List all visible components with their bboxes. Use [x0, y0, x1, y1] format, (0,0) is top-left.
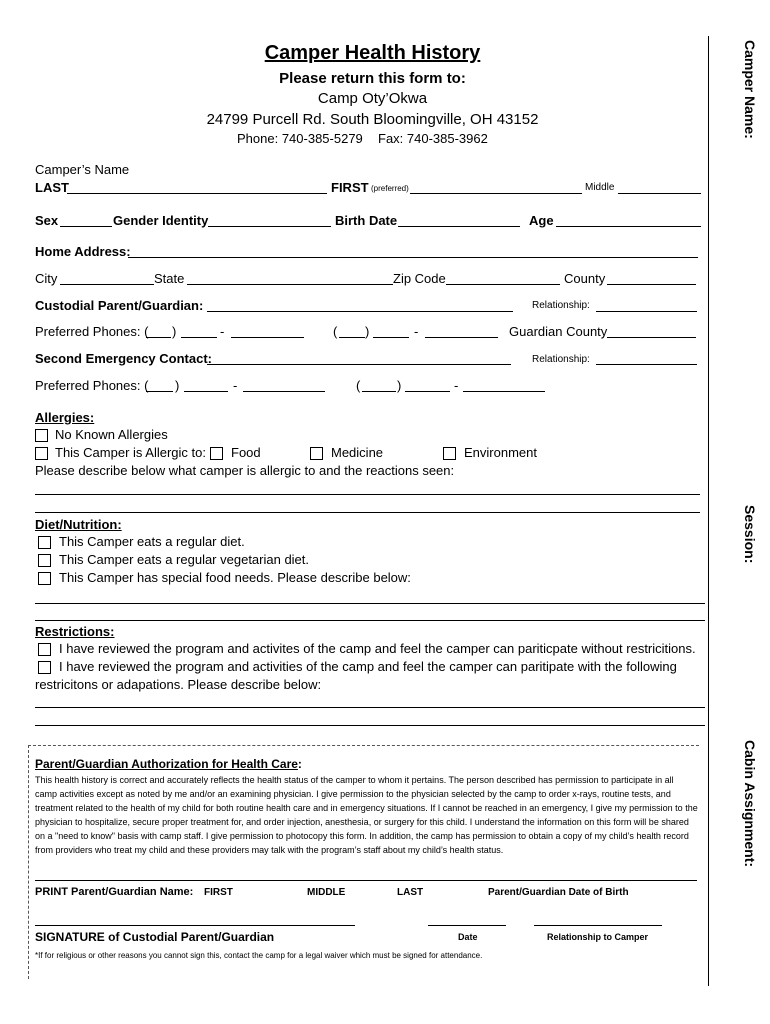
first-name-label: FIRST: [331, 180, 369, 195]
date-line[interactable]: [428, 925, 506, 926]
second-relationship-label: Relationship:: [532, 354, 590, 365]
phone1-area-field[interactable]: [146, 337, 171, 338]
birth-date-field[interactable]: [398, 226, 520, 227]
custodial-relationship-field[interactable]: [596, 311, 697, 312]
relationship-to-camper-label: Relationship to Camper: [547, 932, 649, 942]
phone2-line-field[interactable]: [425, 337, 498, 338]
preferred-phones-2-label: Preferred Phones: (: [35, 378, 149, 393]
return-label: Please return this form to:: [279, 70, 466, 87]
guardian-county-field[interactable]: [607, 337, 696, 338]
no-allergies-checkbox[interactable]: [35, 429, 48, 442]
date-label: Date: [458, 932, 478, 942]
vegetarian-diet-checkbox[interactable]: [38, 554, 51, 567]
allergies-heading: Allergies:: [35, 410, 95, 425]
state-label: State: [154, 271, 185, 286]
city-field[interactable]: [60, 284, 154, 285]
diet-heading: Diet/Nutrition:: [35, 517, 122, 532]
allergic-to-label: This Camper is Allergic to:: [55, 445, 206, 460]
restrictions-line-2[interactable]: [35, 725, 705, 726]
with-restrictions-checkbox[interactable]: [38, 661, 51, 674]
no-allergies-label: No Known Allergies: [55, 427, 168, 442]
form-title: Camper Health History: [264, 42, 481, 64]
restrictions-line-1[interactable]: [35, 707, 705, 708]
phone3-dash: -: [233, 378, 238, 393]
phone4-area-field[interactable]: [362, 391, 396, 392]
county-field[interactable]: [607, 284, 696, 285]
phone2-close-paren: ): [365, 324, 370, 339]
with-restrictions-label: I have reviewed the program and activities of the camp and feel the camper can paritipate with the following: [59, 659, 677, 674]
age-field[interactable]: [556, 226, 701, 227]
diet-line-1[interactable]: [35, 603, 705, 604]
print-first-label: FIRST: [204, 887, 233, 898]
last-name-label: LAST: [35, 180, 69, 195]
gender-identity-field[interactable]: [208, 226, 331, 227]
phone1-dash: -: [220, 324, 225, 339]
phone4-line-field[interactable]: [463, 391, 545, 392]
guardian-dob-label: Parent/Guardian Date of Birth: [488, 887, 629, 898]
regular-diet-checkbox[interactable]: [38, 536, 51, 549]
phone2-area-field[interactable]: [339, 337, 365, 338]
sex-label: Sex: [35, 213, 59, 228]
footnote: *If for religious or other reasons you cannot sign this, contact the camp for a legal waiver which must be signed for attendance.: [35, 951, 483, 960]
camper-name-label: Camper Name:: [742, 40, 758, 139]
camp-phone: Phone: 740-385-5279: [237, 131, 363, 146]
session-label: Session:: [742, 505, 758, 564]
custodial-relationship-label: Relationship:: [532, 300, 590, 311]
middle-name-label: Middle: [585, 182, 615, 193]
with-restrictions-label-2: restricitons or adapations. Please describe below:: [35, 677, 322, 692]
sidebar-divider: [708, 36, 709, 986]
preferred-note: (preferred): [371, 184, 409, 193]
allergies-line-1[interactable]: [35, 494, 700, 495]
zip-code-label: Zip Code: [393, 271, 446, 286]
sex-field[interactable]: [60, 226, 112, 227]
preferred-phones-label: Preferred Phones: (: [35, 324, 149, 339]
phone3-prefix-field[interactable]: [184, 391, 228, 392]
restrictions-heading: Restrictions:: [35, 624, 115, 639]
diet-line-2[interactable]: [35, 620, 705, 621]
authorization-heading-colon: :: [297, 757, 302, 771]
relationship-line[interactable]: [534, 925, 662, 926]
zip-code-field[interactable]: [446, 284, 560, 285]
phone1-prefix-field[interactable]: [181, 337, 217, 338]
second-contact-label: Second Emergency Contact:: [35, 351, 212, 366]
vegetarian-diet-label: This Camper eats a regular vegetarian diet.: [59, 552, 310, 567]
environment-checkbox[interactable]: [443, 447, 456, 460]
guardian-county-label: Guardian County: [509, 324, 608, 339]
authorization-text: This health history is correct and accurately reflects the health status of the camper to whom it pertains. The person described has permission to participate in all camp activities except as noted by me and/or an examining physician. I give permission to the physician selected by the camp to order x-rays, routine tests, and treatment related to the health of my child for both routine health care and in emergency situations. If I cannot be reached in an emergency, I give my permission to the physician to hospitalize, secure proper treatment for, and order injection, anesthesia, or surgery for this child. I understand the information on this form will be shared on a "need to know" basis with camp staff. I give permission to photocopy this form. In addition, the camp has permission to obtain a copy of my child’s health record from providers who treat my child and these providers may talk with the program’s staff about my child’s health status.: [35, 775, 698, 855]
allergic-checkbox[interactable]: [35, 447, 48, 460]
phone2-dash: -: [414, 324, 419, 339]
phone1-close-paren: ): [172, 324, 177, 339]
signature-line[interactable]: [35, 925, 355, 926]
food-label: Food: [231, 445, 261, 460]
environment-label: Environment: [464, 445, 537, 460]
city-label: City: [35, 271, 58, 286]
custodial-parent-field[interactable]: [207, 311, 513, 312]
phone1-line-field[interactable]: [231, 337, 304, 338]
food-checkbox[interactable]: [210, 447, 223, 460]
signature-label: SIGNATURE of Custodial Parent/Guardian: [35, 930, 275, 944]
special-diet-checkbox[interactable]: [38, 572, 51, 585]
medicine-checkbox[interactable]: [310, 447, 323, 460]
no-restrictions-checkbox[interactable]: [38, 643, 51, 656]
home-address-label: Home Address:: [35, 244, 131, 259]
phone3-close-paren: ): [175, 378, 180, 393]
camp-name: Camp Oty’Okwa: [317, 90, 428, 107]
custodial-parent-label: Custodial Parent/Guardian:: [35, 298, 204, 313]
phone4-close-paren: ): [397, 378, 402, 393]
county-label: County: [564, 271, 606, 286]
age-label: Age: [529, 213, 554, 228]
phone2-prefix-field[interactable]: [373, 337, 409, 338]
phone3-area-field[interactable]: [146, 391, 173, 392]
authorization-heading-text: Parent/Guardian Authorization for Health Care: [35, 757, 298, 771]
phone4-open-paren: (: [356, 378, 361, 393]
first-name-field[interactable]: [410, 193, 582, 194]
medicine-label: Medicine: [331, 445, 384, 460]
camp-fax: Fax: 740-385-3962: [378, 131, 488, 146]
print-name-line[interactable]: [35, 880, 697, 881]
phone3-line-field[interactable]: [243, 391, 325, 392]
second-relationship-field[interactable]: [596, 364, 697, 365]
gender-identity-label: Gender Identity: [113, 213, 209, 228]
allergies-line-2[interactable]: [35, 512, 700, 513]
phone4-dash: -: [454, 378, 459, 393]
phone4-prefix-field[interactable]: [405, 391, 450, 392]
phone2-open-paren: (: [333, 324, 338, 339]
second-contact-field[interactable]: [207, 364, 511, 365]
no-restrictions-label: I have reviewed the program and activites of the camp and feel the camper can pariticpate without restricitions.: [59, 641, 696, 656]
home-address-field[interactable]: [128, 257, 698, 258]
camp-address: 24799 Purcell Rd. South Bloomingville, OH 43152: [206, 111, 539, 128]
state-field[interactable]: [187, 284, 393, 285]
middle-name-field[interactable]: [618, 193, 701, 194]
print-name-label: PRINT Parent/Guardian Name:: [35, 886, 194, 898]
birth-date-label: Birth Date: [335, 213, 398, 228]
last-name-field[interactable]: [67, 193, 327, 194]
campers-name-heading: Camper’s Name: [35, 162, 130, 177]
print-middle-label: MIDDLE: [307, 887, 346, 898]
authorization-heading: [35, 757, 302, 771]
print-last-label: LAST: [397, 887, 424, 898]
regular-diet-label: This Camper eats a regular diet.: [59, 534, 245, 549]
special-diet-label: This Camper has special food needs. Please describe below:: [59, 570, 411, 585]
allergies-describe-label: Please describe below what camper is allergic to and the reactions seen:: [35, 463, 455, 478]
cabin-assignment-label: Cabin Assignment:: [742, 740, 758, 868]
